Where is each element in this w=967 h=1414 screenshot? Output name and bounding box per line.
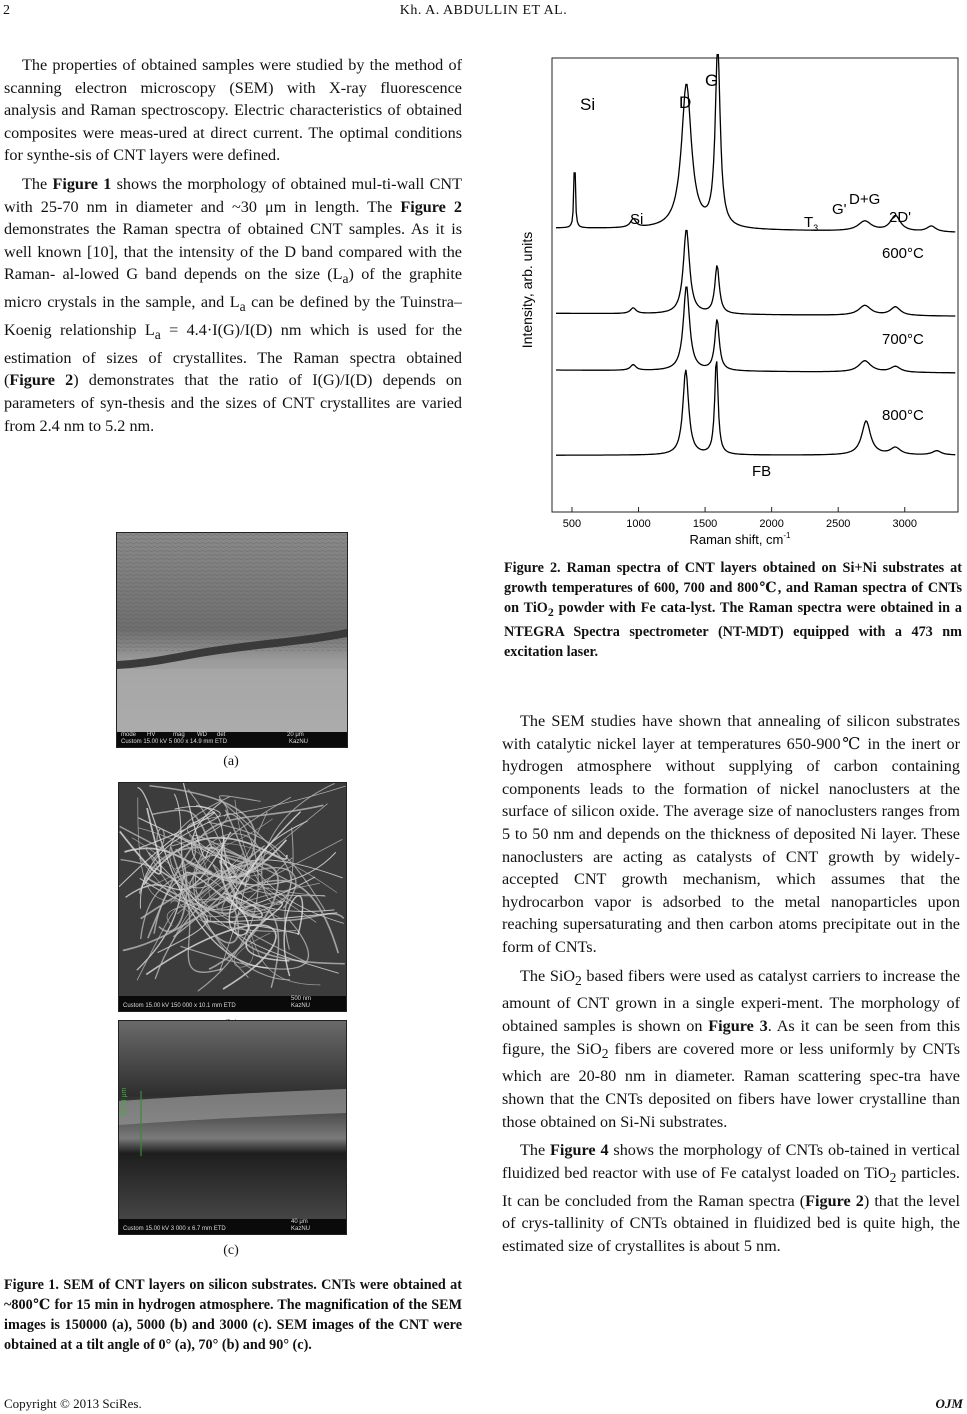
paragraph-fluidized-bed: The Figure 4 shows the morphology of CNTs ob-tained in vertical fluidized bed reactor with use of Fe catalyst loaded on TiO$_2$ particles. It can be concluded from the Raman spectra (Figure 2) that the level of crys-tallinity of CNTs obtained in fluidized bed is quite high, the estimated size of crystallites is about 5 nm.	[502, 1141, 961, 1255]
annotation-g-prime: G'	[832, 201, 847, 218]
annotation-g: G	[705, 71, 719, 90]
paragraph-sio2-fibers: The SiO$_2$ based fibers were used as catalyst carriers to increase the amount of CNT grown in a single experi-ment. The morphology of obtained samples is shown on Figure 3. As it can be seen from this figure, the SiO$_2$ fibers are covered more or less uniformly by CNTs which are 20-80 nm in diameter. Raman scattering spec-tra have shown that the CNTs deposited on fibers have lower crystalline than those obtained on Si-Ni substrates.	[502, 966, 961, 1131]
series-label-fb: FB	[752, 463, 772, 480]
figure1-ref: Figure 1	[52, 174, 112, 193]
running-title: Kh. A. ABDULLIN ET AL.	[399, 3, 568, 18]
sem-image-b	[118, 782, 347, 1012]
journal-abbrev: OJM	[935, 1396, 963, 1411]
series-label-600: 600°C	[882, 245, 924, 262]
sem-image-a-graphic	[117, 533, 347, 747]
annotation-t3: $T_3$	[804, 214, 819, 233]
series-label-800: 800°C	[882, 407, 924, 424]
x-tick-label: 2000	[759, 518, 784, 530]
right-column	[502, 710, 960, 1257]
paragraph-sem-studies: The SEM studies have shown that annealing of silicon substrates with catalytic nickel layer at temperatures 650-900℃ in the inert or hydrogen atmosphere without supplying of carbon containing components leads to the formation of nickel nanoclusters at the surface of silicon oxide. The average size of nanoclusters ranges from 5 to 50 nm and depends on the thickness of deposited Ni layer. These nanoclusters are acting as catalysts of CNT growth by widely-accepted CNT growth mechanism, which assumes that the hydrocarbon vapor is adsorbed to the metal nanoparticles upon reaching supersaturating and then carbon atoms precipitate out in the form of CNTs.	[502, 712, 960, 956]
plot-frame	[552, 58, 958, 512]
figure2-ref: Figure 2	[400, 197, 462, 216]
raman-chart	[514, 54, 964, 550]
figure1-label-c: (c)	[223, 1243, 239, 1258]
x-tick-label: 3000	[892, 518, 917, 530]
sem-image-a	[116, 532, 348, 748]
paragraph-methods: The properties of obtained samples were studied by the method of scanning electron microscopy (SEM) with X-ray fluorescence analysis and Raman spectroscopy. Electric characteristics of obtained composites were meas-ured at direct current. The optimal conditions for synthe-sis of CNT layers were defined.	[4, 56, 462, 165]
y-axis-label: Intensity, arb. units	[519, 231, 535, 349]
figure4-ref: Figure 4	[550, 1141, 609, 1160]
sem-image-c-graphic	[119, 1021, 346, 1234]
sem-databar-a: mode HV mag WD det Custom 15.00 kV 5 000 x 14.9 mm ETD 20 μm KazNU	[117, 732, 347, 747]
annotation-2d-prime: 2D'	[889, 209, 912, 226]
paragraph-figure1-intro: The Figure 1 shows the morphology of obtained mul-ti-wall CNT with 25-70 nm in diameter and ~30 μm in length. The Figure 2 demonstrates the Raman spectra of obtained CNT samples. As it is well known [10], that the intensity of the D band compared with the Raman- al-lowed G band depends on the size $(L_a)$ of the graphite micro crystals in the sample, and $L_a$ can be defined by the Tuinstra–Koenig relationship $L_a = 4.4\cdot I(G)/I(D)$ nm which is used for the estimation of sizes of crystallites. The Raman spectra obtained (Figure 2) demonstrates that the ratio of I(G)/I(D) depends on parameters of syn-thesis and the sizes of CNT crystallites are varied from 2.4 nm to 5.2 nm.	[4, 174, 463, 435]
figure2-ref-2: Figure 2	[9, 371, 74, 390]
x-tick-label: 2500	[825, 518, 851, 530]
annotation-si-top: Si	[580, 95, 596, 114]
x-tick-label: 1500	[692, 518, 718, 530]
annotation-si-low: Si	[630, 211, 644, 228]
sem-image-c	[118, 1020, 347, 1235]
figure2-caption: Figure 2. Raman spectra of CNT layers obtained on Si+Ni substrates at growth temperatures of 600, 700 and 800℃, and Raman spectra of CNTs on TiO$_2$ powder with Fe cata-lyst. The Raman spectra were obtained in a NTEGRA Spectra spectrometer (NT-MDT) equipped with a 473 nm excitation laser.	[504, 560, 962, 660]
figure2-ref-3: Figure 2	[805, 1191, 864, 1210]
figure1-caption: Figure 1. SEM of CNT layers on silicon substrates. CNTs were obtained at ~800℃ for 15 min in hydrogen atmosphere. The magnification of the SEM images is 150000 (a), 5000 (b) and 3000 (c). SEM images of the CNT were obtained at a tilt angle of 0° (a), 70° (b) and 90° (c).	[4, 1277, 462, 1353]
thickness-label: 32.28 μm	[121, 1087, 128, 1117]
page-number: 2	[3, 3, 10, 18]
x-tick-label: 1000	[626, 518, 651, 530]
figure3-ref: Figure 3	[708, 1016, 768, 1035]
left-column	[4, 54, 462, 437]
x-tick-label: 500	[562, 518, 582, 530]
annotation-d-plus-g: D+G	[849, 191, 881, 208]
x-axis-label: Raman shift, $cm^{-1}$	[689, 531, 791, 547]
annotation-d: D	[679, 93, 692, 112]
copyright: Copyright © 2013 SciRes.	[4, 1396, 142, 1411]
sem-databar-c: Custom 15.00 kV 3 000 x 6.7 mm ETD 40 μm KazNU	[119, 1219, 346, 1234]
sem-databar-b: Custom 15.00 kV 150 000 x 10.1 mm ETD 500 nm KazNU	[119, 996, 346, 1011]
sem-image-b-graphic	[119, 783, 346, 1011]
series-label-700: 700°C	[882, 331, 924, 348]
figure1-label-a: (a)	[223, 754, 239, 769]
